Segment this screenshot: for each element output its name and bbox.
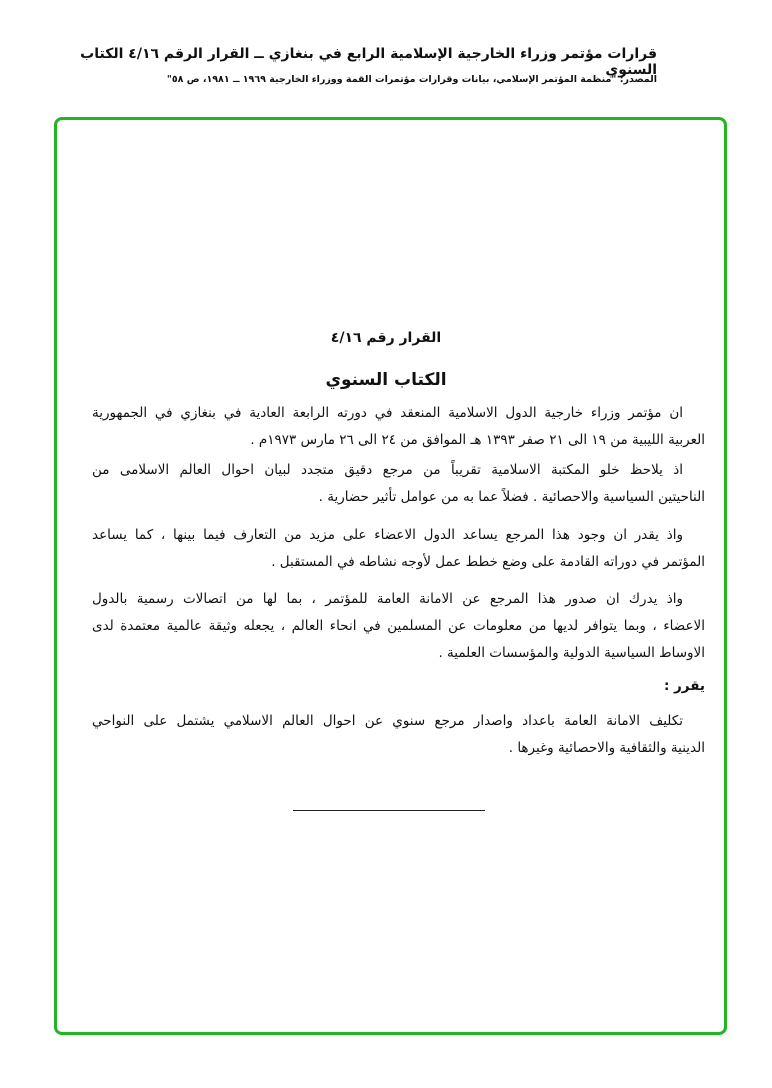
text-line: الناحيتين السياسية والاحصائية . فضلاً عما به من عوامل تأثير حضارية . (318, 489, 705, 505)
paragraph-resolution (92, 708, 705, 762)
text-line: الدينية والثقافية والاحصائية وغيرها . (508, 740, 705, 756)
text-line: الاعضاء ، وبما يتوافر لديها من معلومات عن المسلمين في انحاء العالم ، يجعله وثيقة عالمية معتمدة لدى (92, 618, 705, 634)
decides-label: يقرر : (663, 678, 705, 694)
text-line: المؤتمر في دوراته القادمة على وضع خطط عمل لأوجه نشاطه في المستقبل . (271, 554, 705, 570)
paragraph-realizing (92, 586, 705, 667)
paragraph-preamble (92, 400, 705, 454)
document-header-title: قرارات مؤتمر وزراء الخارجية الإسلامية الرابع في بنغازي ــ القرار الرقم ٤/١٦ الكتاب السنوي (80, 46, 657, 78)
decision-number: القرار رقم ٤/١٦ (330, 330, 442, 346)
document-source-citation: المصدر: "منظمة المؤتمر الإسلامي، بيانات وقرارات مؤتمرات القمة ووزراء الخارجية ١٩٦٩ ــ ١٩٨١، ص ٥٨" (166, 74, 657, 85)
text-line: تكليف الامانة العامة باعداد واصدار مرجع سنوي عن احوال العالم الاسلامي يشتمل على النواحي (92, 713, 683, 729)
decision-title: الكتاب السنوي (325, 370, 447, 390)
page-frame (54, 117, 727, 1035)
text-line: واذ يقدر ان وجود هذا المرجع يساعد الدول الاعضاء على مزيد من التعارف فيما بينها ، كما يساعد (92, 527, 683, 543)
paragraph-noting (92, 457, 705, 511)
text-line: اذ يلاحظ خلو المكتبة الاسلامية تقريباً من مرجع دقيق متجدد لبيان احوال العالم الاسلامى من (92, 462, 683, 478)
text-line: ان مؤتمر وزراء خارجية الدول الاسلامية المنعقد في دورته الرابعة العادية في بنغازي في الجمهورية (92, 405, 683, 421)
paragraph-appreciating (92, 522, 705, 576)
text-line: الاوساط السياسية الدولية والمؤسسات العلمية . (438, 645, 705, 661)
text-line: العربية الليبية من ١٩ الى ٢١ صفر ١٣٩٣ هـ الموافق من ٢٤ الى ٢٦ مارس ١٩٧٣م . (250, 432, 705, 448)
text-line: واذ يدرك ان صدور هذا المرجع عن الامانة العامة للمؤتمر ، بما لها من اتصالات رسمية بالدول (92, 591, 683, 607)
closing-rule (293, 810, 485, 811)
